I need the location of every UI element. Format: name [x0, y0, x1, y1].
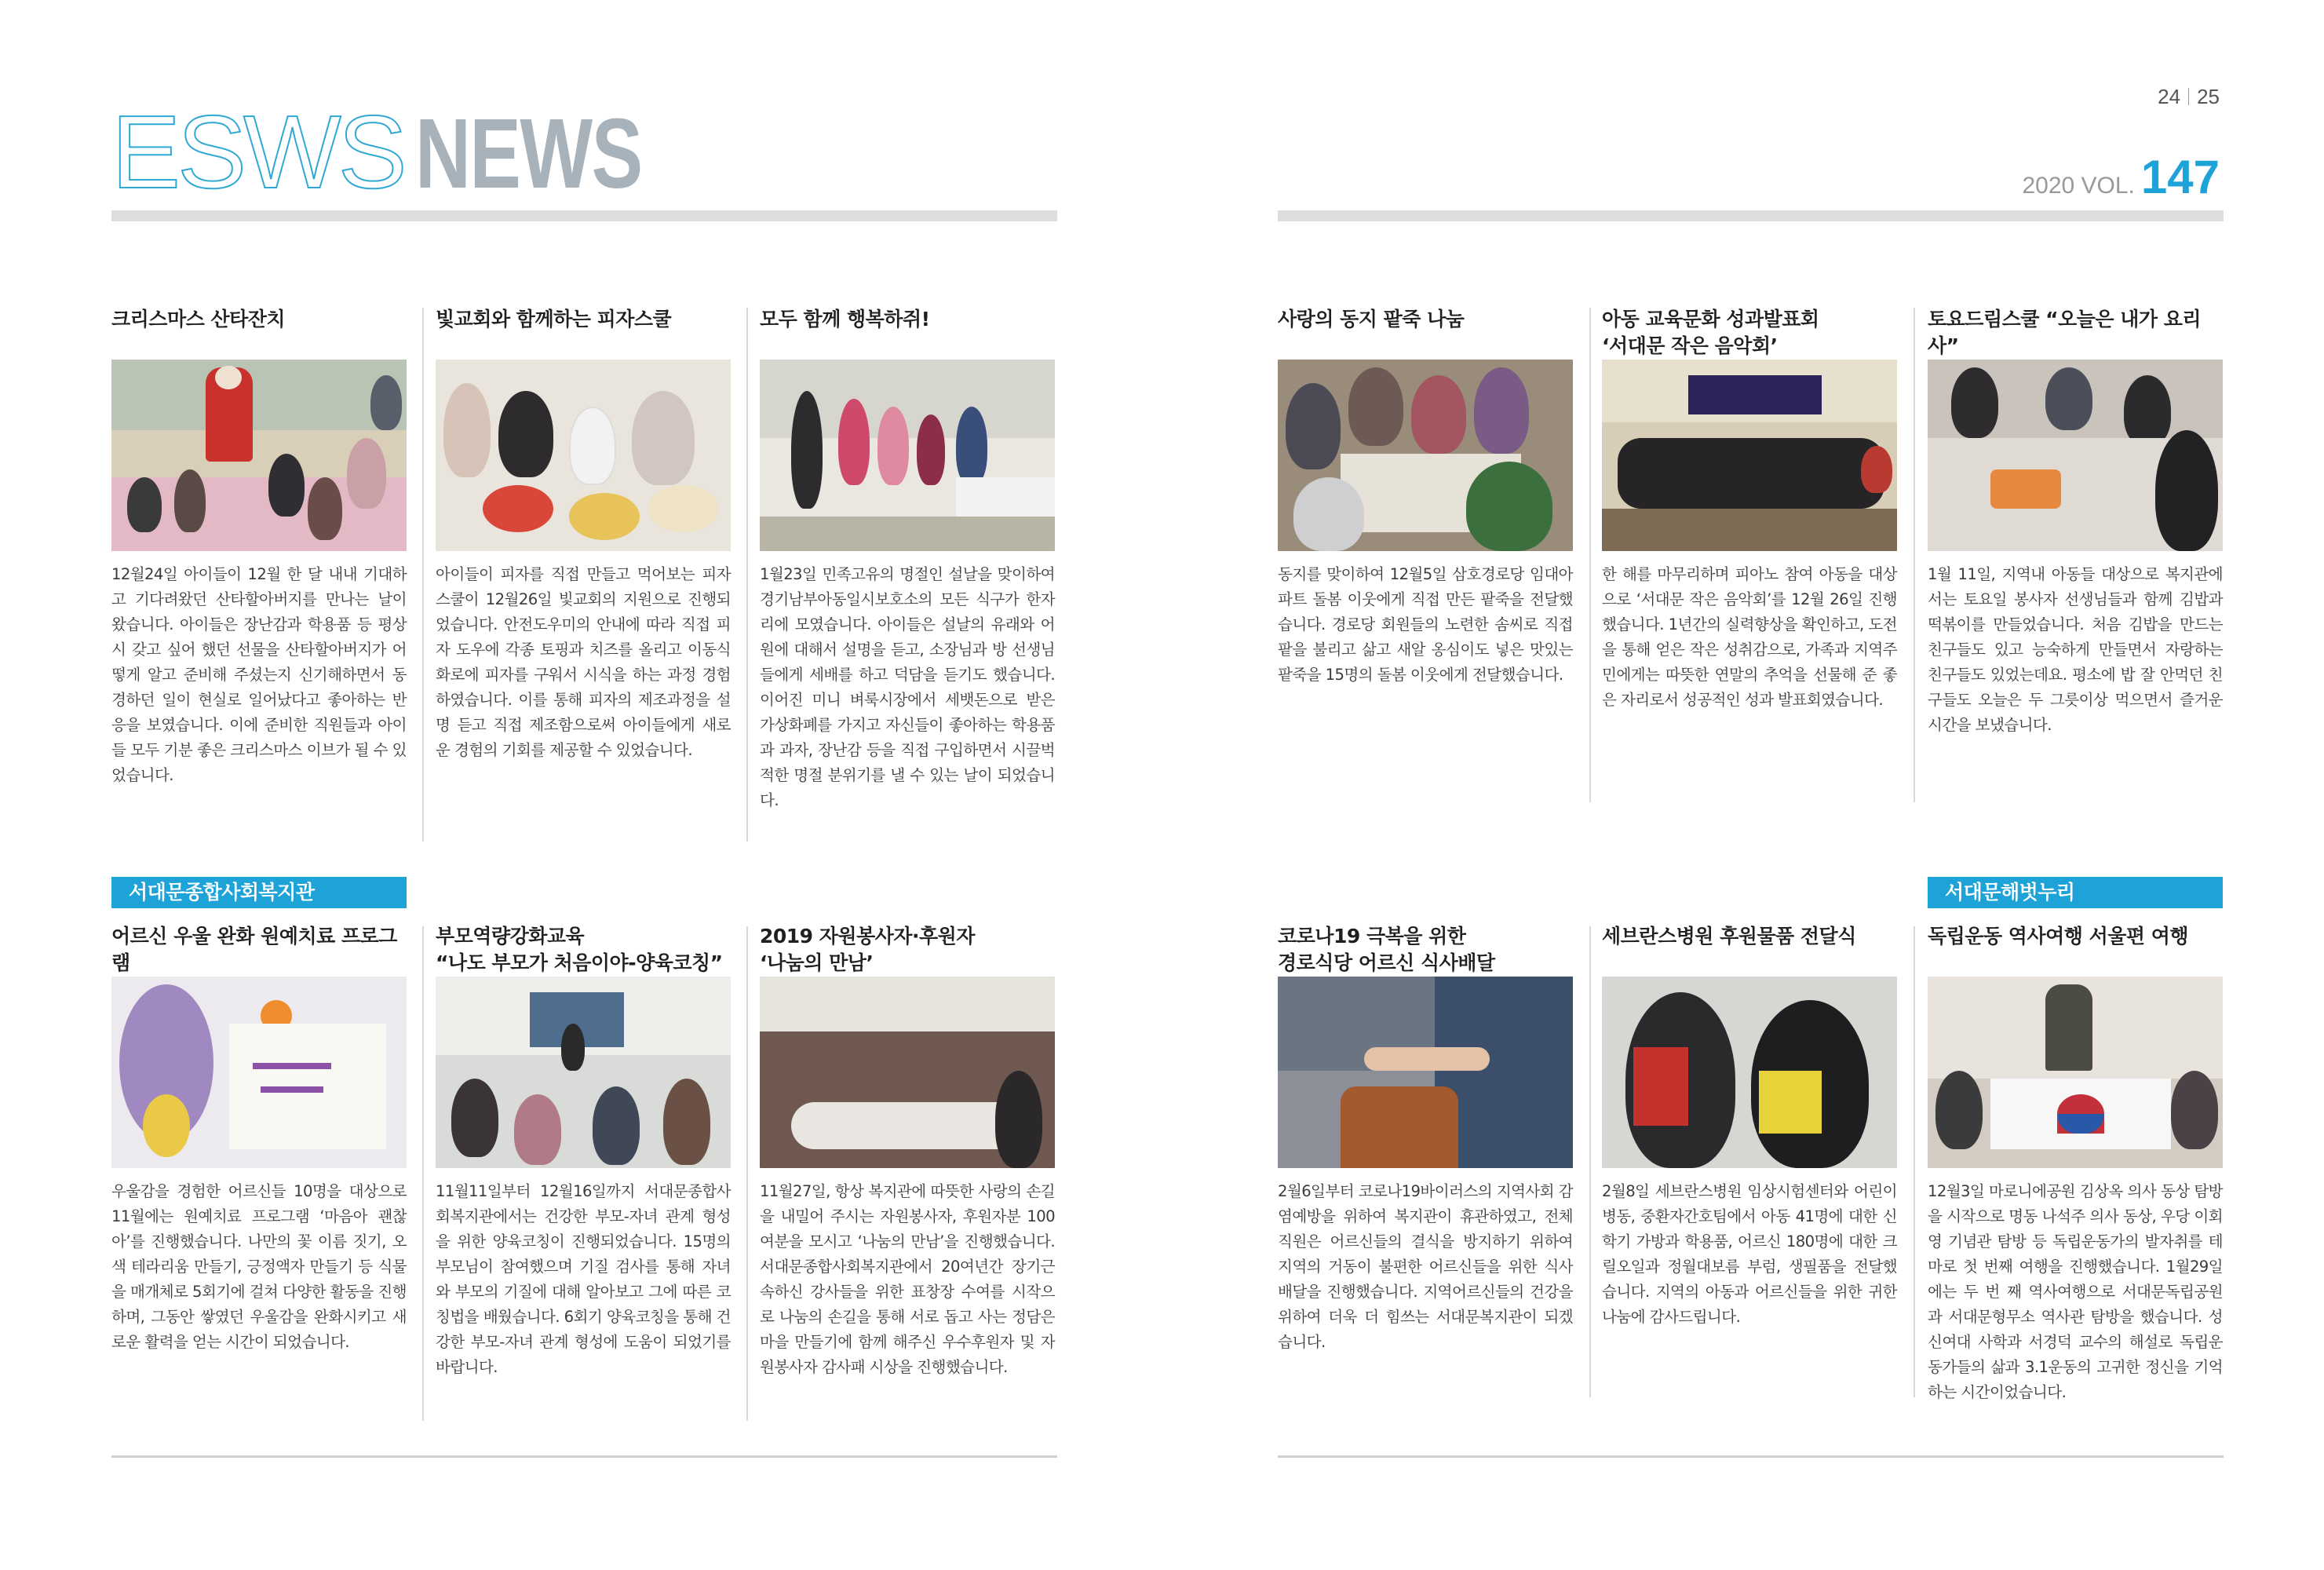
top-rule-right: [1278, 210, 2224, 221]
article-title: 부모역량강화교육 “나도 부모가 처음이야-양육코칭”: [436, 925, 723, 974]
article-saturday-cooking: [1928, 306, 2223, 738]
photo-meal-delivery: [1278, 977, 1573, 1168]
article-title: 독립운동 역사여행 서울편 여행: [1928, 925, 2189, 947]
photo-pizza-school: [436, 360, 731, 551]
photo-lunar-new-year: [760, 360, 1055, 551]
photo-saturday-cooking: [1928, 360, 2223, 551]
article-title: 어르신 우울 완화 원예치료 프로그램: [111, 925, 397, 974]
issue-number: 147: [2140, 151, 2220, 203]
article-body: 12월3일 마로니에공원 김상옥 의사 동상 탐방을 시작으로 명동 나석주 의사 동상, 우당 이회영 기념관 탐방 등 독립운동가의 발자취를 테마로 첫 번째 여행을 진행했습니다. 1월29일에는 두 번 째 역사여행으로 서대문독립공원과 서대문형무소 역사관 탐방을 했습니다. 성신여대 사학과 서경덕 교수의 해설로 독립운동가들의 삶과 3.1운동의 고귀한 정신을 기억하는 시간이었습니다.: [1928, 1182, 2223, 1401]
article-christmas-santa: [111, 306, 407, 788]
page-numbers: [2158, 85, 2220, 109]
column-divider: [1589, 926, 1591, 1397]
article-body: 아이들이 피자를 직접 만들고 먹어보는 피자스쿨이 12월26일 빛교회의 지원으로 진행되었습니다. 안전도우미의 안내에 따라 직접 피자 도우에 각종 토핑과 치즈를 올리고 이동식 화로에 피자를 구워서 시식을 하는 과정 경험하였습니다. 이를 통해 피자의 제조과정을 설명 듣고 직접 제조함으로써 아이들에게 새로운 경험의 기회를 제공할 수 있었습니다.: [436, 565, 731, 759]
section-tag-haebeotnuri: 서대문해벗누리: [1928, 877, 2223, 908]
article-body: 11월27일, 항상 복지관에 따뜻한 사랑의 손길을 내밀어 주시는 자원봉사자, 후원자분 100여분을 모시고 ‘나눔의 만남’을 진행했습니다. 서대문종합사회복지관에서 20여년간 장기근속하신 강사들을 위한 표창장 수여를 시작으로 나눔의 손길을 통해 서로 돕고 사는 정담은 마을 만들기에 함께 해주신 우수후원자 및 자원봉사자 감사패 시상을 진행했습니다.: [760, 1182, 1055, 1376]
photo-sharing-meeting: [760, 977, 1055, 1168]
masthead-news: NEWS: [414, 98, 642, 209]
top-rule-left: [111, 210, 1057, 221]
article-title: 코로나19 극복을 위한 경로식당 어르신 식사배달: [1278, 925, 1495, 974]
column-divider: [422, 308, 424, 842]
column-divider: [1914, 926, 1915, 1397]
issue-year-vol: 2020 VOL.: [2022, 173, 2135, 199]
article-title: 세브란스병원 후원물품 전달식: [1602, 925, 1856, 947]
article-sharing-meeting: [760, 923, 1055, 1380]
article-title: 빛교회와 함께하는 피자스쿨: [436, 308, 672, 330]
article-body: 11월11일부터 12월16일까지 서대문종합사회복지관에서는 건강한 부모-자녀 관계 형성을 위한 양육코칭이 진행되었습니다. 15명의 부모님이 참여했으며 기질 검사를 통해 자녀와 부모의 기질에 대해 알아보고 그에 따른 코칭법을 배웠습니다. 6회기 양육코칭을 통해 건강한 부모-자녀 관계 형성에 도움이 되었기를 바랍니다.: [436, 1182, 731, 1376]
article-title: 사랑의 동지 팥죽 나눔: [1278, 308, 1465, 330]
article-title: 크리스마스 산타잔치: [111, 308, 286, 330]
article-title: 2019 자원봉사자·후원자 ‘나눔의 만남’: [760, 925, 975, 974]
article-severance-donation: [1602, 923, 1897, 1330]
article-title: 토요드림스쿨 “오늘은 내가 요리사”: [1928, 308, 2201, 357]
article-body: 한 해를 마무리하며 피아노 참여 아동을 대상으로 ‘서대문 작은 음악회’를 12월 26일 진행했습니다. 1년간의 실력향상을 확인하고, 도전을 통해 얻은 작은 성취감으로, 가족과 지역주민에게는 따뜻한 연말의 추억을 선물해 준 좋은 자리로서 성공적인 성과 발표회였습니다.: [1602, 565, 1897, 709]
article-lunar-new-year: [760, 306, 1055, 813]
article-small-concert: [1602, 306, 1897, 713]
photo-parenting-coaching: [436, 977, 731, 1168]
article-body: 2월6일부터 코로나19바이러스의 지역사회 감염예방을 위하여 복지관이 휴관하였고, 전체 직원은 어르신들의 결식을 방지하기 위하여 지역의 거동이 불편한 어르신들을 위한 식사배달을 진행했습니다. 지역어르신들의 건강을 위하여 더욱 더 힘쓰는 서대문복지관이 되겠습니다.: [1278, 1182, 1573, 1351]
photo-red-bean-porridge: [1278, 360, 1573, 551]
article-horticulture-therapy: [111, 923, 407, 1355]
column-divider: [422, 926, 424, 1421]
masthead: [111, 94, 706, 210]
bottom-rule-left: [111, 1455, 1057, 1458]
page-number-left: 24: [2158, 85, 2181, 108]
article-independence-tour: [1928, 923, 2223, 1405]
page-separator: [2188, 88, 2189, 105]
column-divider: [1914, 308, 1915, 802]
section-tag-seodaemun-welfare: 서대문종합사회복지관: [111, 877, 407, 908]
article-body: 동지를 맞이하여 12월5일 삼호경로당 임대아파트 돌봄 이웃에게 직접 만든 팥죽을 전달했습니다. 경로당 회원들의 노련한 솜씨로 직접 팥을 불리고 삶고 새알 옹심이도 넣은 맛있는 팥죽을 15명의 돌봄 이웃에게 전달했습니다.: [1278, 565, 1573, 684]
photo-severance-donation: [1602, 977, 1897, 1168]
article-body: 우울감을 경험한 어르신들 10명을 대상으로 11월에는 원예치료 프로그램 ‘마음아 괜찮아’를 진행했습니다. 나만의 꽃 이름 짓기, 오색 테라리움 만들기, 긍정액자 만들기 등 식물을 매개체로 5회기에 걸쳐 다양한 활동을 진행하며, 그동안 쌓였던 우울감을 완화시키고 새로운 활력을 얻는 시간이 되었습니다.: [111, 1182, 407, 1351]
article-red-bean-porridge: [1278, 306, 1573, 688]
photo-small-concert: [1602, 360, 1897, 551]
article-meal-delivery: [1278, 923, 1573, 1355]
article-body: 1월 11일, 지역내 아동들 대상으로 복지관에서는 토요일 봉사자 선생님들과 함께 김밥과 떡볶이를 만들었습니다. 처음 김밥을 만드는 친구들도 있고 능숙하게 만들면서 자랑하는 친구들도 있었는데요. 평소에 밥 잘 안먹던 친구들도 오늘은 두 그릇이상 먹으면서 즐거운 시간을 보냈습니다.: [1928, 565, 2223, 734]
issue-label: [2022, 151, 2220, 203]
article-pizza-school: [436, 306, 731, 763]
article-body: 1월23일 민족고유의 명절인 설날을 맞이하여 경기남부아동일시보호소의 모든 식구가 한자리에 모였습니다. 아이들은 설날의 유래와 어원에 대해서 설명을 듣고, 소장님과 방 선생님들에게 세배를 하고 덕담을 듣기도 했습니다. 이어진 미니 벼룩시장에서 세뱃돈으로 받은 가상화폐를 가지고 자신들이 좋아하는 학용품과 과자, 장난감 등을 직접 구입하면서 시끌벅적한 명절 분위기를 낼 수 있는 날이 되었습니다.: [760, 565, 1055, 809]
bottom-rule-right: [1278, 1455, 2224, 1458]
column-divider: [746, 308, 748, 842]
column-divider: [1589, 308, 1591, 802]
photo-horticulture-therapy: [111, 977, 407, 1168]
article-parenting-coaching: [436, 923, 731, 1380]
column-divider: [746, 926, 748, 1421]
photo-christmas-party: [111, 360, 407, 551]
article-title: 아동 교육문화 성과발표회 ‘서대문 작은 음악회’: [1602, 308, 1819, 357]
photo-independence-tour: [1928, 977, 2223, 1168]
masthead-esws: ESWS: [111, 94, 404, 210]
page-number-right: 25: [2197, 85, 2220, 108]
article-body: 12월24일 아이들이 12월 한 달 내내 기대하고 기다려왔던 산타할아버지를 만나는 날이 왔습니다. 아이들은 장난감과 학용품 등 평상시 갖고 싶어 했던 선물을 산타할아버지가 어떻게 알고 준비해 주셨는지 신기해하면서 동경하던 일이 현실로 일어났다고 좋아하는 반응을 보였습니다. 이에 준비한 직원들과 아이들 모두 기분 좋은 크리스마스 이브가 될 수 있었습니다.: [111, 565, 407, 784]
article-title: 모두 함께 행복하쥐!: [760, 308, 930, 330]
article-body: 2월8일 세브란스병원 임상시험센터와 어린이병동, 중환자간호팀에서 아동 41명에 대한 신학기 가방과 학용품, 어르신 180명에 대한 크릴오일과 정월대보름 부럼, 생필품을 전달했습니다. 지역의 아동과 어르신들을 위한 귀한 나눔에 감사드립니다.: [1602, 1182, 1897, 1326]
